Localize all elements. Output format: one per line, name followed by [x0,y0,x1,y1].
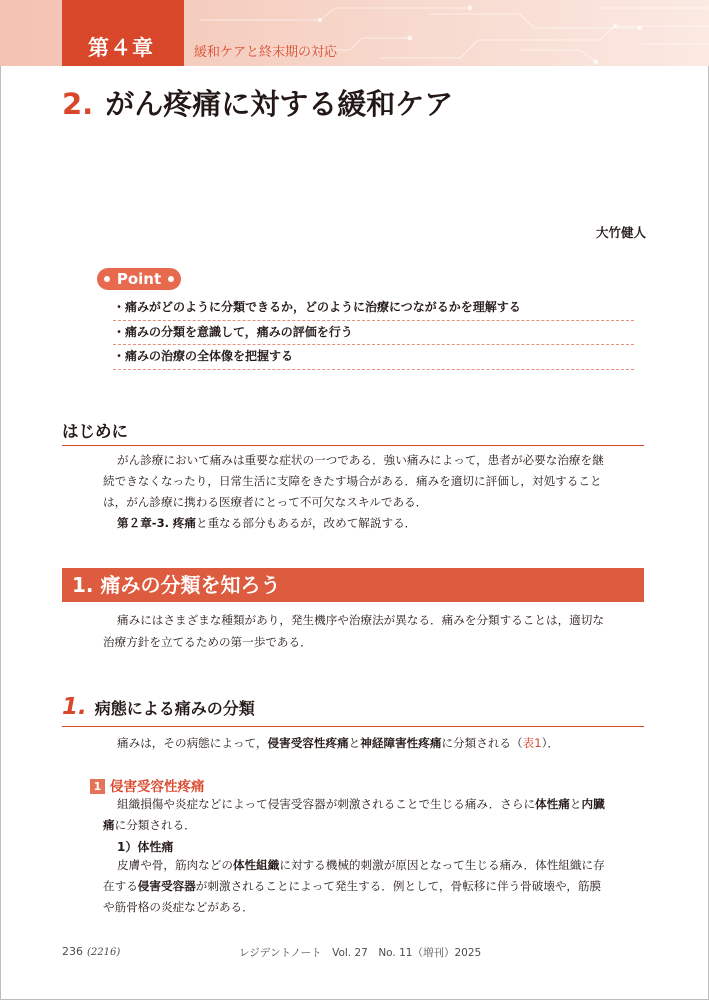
point-item: ・痛みがどのように分類できるか，どのように治療につながるかを理解する [113,296,634,321]
chapter-ref-title: 疼痛 [172,516,196,530]
point-item: ・痛みの治療の全体像を把握する [113,345,634,370]
text-run: に分類される（ [441,736,523,750]
article-number: 2. [62,87,94,121]
intro-heading: はじめに [62,422,128,441]
subsection-1-heading [62,694,255,720]
point-badge [97,268,181,290]
text-run: に分類される． [114,818,196,832]
text-run: 皮膚や骨，筋肉などの [117,858,233,872]
author-name: 大竹健人 [595,225,646,240]
section-1-line: 治療方針を立てるための第一歩である． [103,635,312,649]
intro-line: 続できなくなったり，日常生活に支障をきたす場合がある．痛みを適切に評価し，対処すること [103,474,602,488]
somatic-heading: 1）体性痛 [117,840,174,854]
article-title-text: がん疼痛に対する緩和ケア [105,87,454,121]
article-title [62,82,453,123]
term-somatic: 体性痛 [535,797,570,811]
point-badge-label: Point [116,270,162,288]
table-1-link[interactable]: 表1 [522,736,542,750]
term-neuropathic: 神経障害性疼痛 [360,736,442,750]
nociceptive-line [117,796,605,812]
text-run: が刺激されることによって発生する．例として，骨転移に伴う骨破壊や，筋膜 [195,879,602,893]
text-run: 組織損傷や炎症などによって侵害受容器が刺激されることで生じる痛み．さらに [117,797,536,811]
intro-reference-line [117,515,416,531]
text-run: 痛みは，その病態によって， [117,736,268,750]
section-1-line: 痛みにはさまざまな種類があり，発生機序や治療法が異なる．痛みを分類することは，適切な [117,613,604,627]
text-run: と [569,797,582,811]
text-run: と [348,736,361,750]
point-list [113,296,634,370]
somatic-line: や筋骨格の炎症などがある． [103,900,254,914]
chapter-label: 第４章 [88,36,154,60]
chapter-ref: 第２章-3. [117,516,170,530]
subsection-1-title: 病態による痛みの分類 [94,699,255,718]
text-run: に対する機械的刺激が原因となって生じる痛み．体性組織に存 [279,858,605,872]
intro-rule [62,445,644,446]
point-item: ・痛みの分類を意識して，痛みの評価を行う [113,321,634,346]
chapter-title: 緩和ケアと終末期の対応 [194,45,338,60]
text-run: 在する [103,879,138,893]
nociceptive-line [103,817,196,833]
somatic-line [117,857,605,873]
page-number-sub: (2216) [87,947,121,958]
term-nociceptive: 侵害受容性疼痛 [267,736,349,750]
nociceptive-heading [90,775,205,795]
subsection-1-number: 1. [62,694,87,720]
intro-line: がん診療において痛みは重要な症状の一つである．強い痛みによって，患者が必要な治療を継 [117,453,604,467]
nociceptive-title: 侵害受容性疼痛 [110,779,205,795]
badge-dot-left-icon [104,276,110,282]
journal-info: レジデントノート Vol. 27 No. 11（増刊）2025 [239,947,482,959]
section-1-heading: 1. 痛みの分類を知ろう [62,568,644,602]
numbered-box-icon: 1 [90,779,105,794]
subsection-1-line [117,735,559,751]
text-run: ）． [541,736,559,750]
page-number [62,945,120,958]
term-visceral: 内臓 [581,797,605,811]
badge-dot-right-icon [168,276,174,282]
page-number-value: 236 [62,945,83,958]
intro-ref-rest: と重なる部分もあるが，改めて解説する． [195,516,417,530]
subsection-1-rule [62,726,644,727]
somatic-line [103,878,601,894]
term-nociceptor: 侵害受容器 [137,879,196,893]
term-somatic-tissue: 体性組織 [232,858,280,872]
intro-line: は，がん診療に携わる医療者にとって不可欠なスキルである． [103,495,428,509]
term-visceral-cont: 痛 [103,818,115,832]
